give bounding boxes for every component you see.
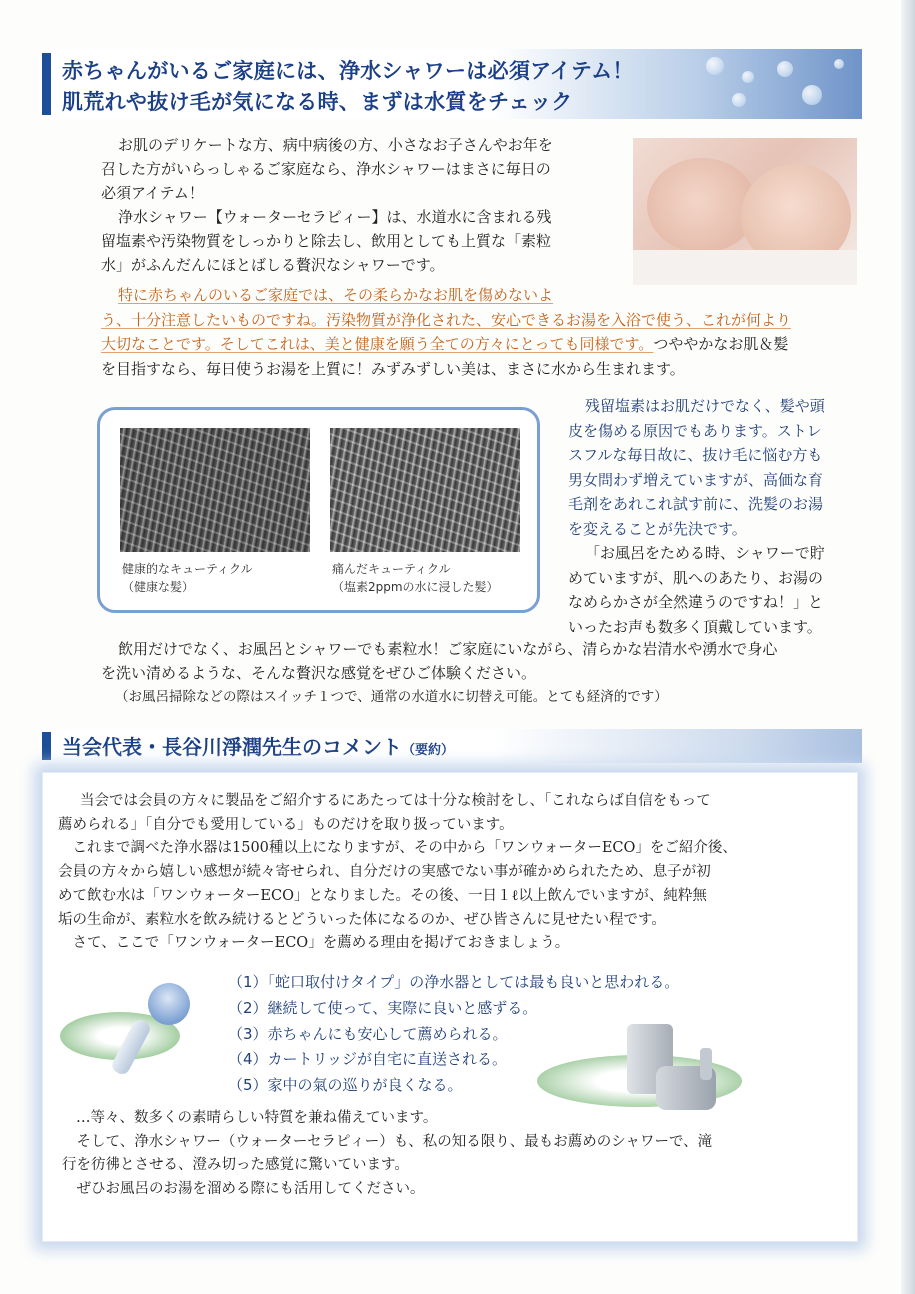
water-bubble-decoration <box>834 59 844 69</box>
damaged-cuticle-image <box>330 428 520 552</box>
text-line: 男女問わず増えていますが、高価な育 <box>568 470 824 489</box>
text-line: 必須アイテム！ <box>101 184 204 202</box>
healthy-cuticle-caption <box>122 560 253 596</box>
accent-bar <box>42 53 51 115</box>
text-line: 薦められる」「自分でも愛用している」ものだけを取り扱っています。 <box>58 816 514 833</box>
headline-line-1: 赤ちゃんがいるご家庭には、浄水シャワーは必須アイテム！ <box>62 59 634 83</box>
text-line <box>118 283 791 308</box>
caption-line: 痛んだキューティクル <box>332 562 451 576</box>
highlight-paragraph <box>101 283 791 381</box>
babies-photo <box>633 138 857 285</box>
reason-item: （3）赤ちゃんにも安心して薦められる。 <box>228 1024 508 1043</box>
text-line: を変えることが先決です。 <box>568 519 747 538</box>
text-line: を洗い清めるような、そんな贅沢な感覚をぜひご体験ください。 <box>101 664 537 682</box>
text-line: 浄水シャワー【ウォーターセラピィー】は、水道水に含まれる残 <box>118 208 552 226</box>
text-line: お肌のデリケートな方、病中病後の方、小さなお子さんやお年を <box>118 136 553 154</box>
healthy-cuticle-image <box>120 428 310 552</box>
text-line: さて、ここで「ワンウォーターECO」を薦める理由を掲げておきましょう。 <box>58 935 570 952</box>
text-line: 当会では会員の方々に製品をご紹介するにあたっては十分な検討をし、「これならば自信をもって <box>80 793 711 809</box>
section-title-text: 当会代表・長谷川淨潤先生のコメント <box>62 735 402 759</box>
text-line: 「お風呂をためる時、シャワーで貯 <box>585 544 825 562</box>
headline-line-2: 肌荒れや抜け毛が気になる時、まずは水質をチェック <box>62 90 573 114</box>
text-line: めて飲む水は「ワンウォーターECO」となりました。その後、一日１ℓ以上飲んでいますが、純粋無 <box>58 887 707 904</box>
reason-item: （2）継続して使って、実際に良いと感ずる。 <box>228 998 538 1017</box>
comment-paragraph-1 <box>58 790 737 956</box>
closing-paragraph <box>101 637 777 709</box>
blanket <box>633 250 857 285</box>
text-line: 留塩素や汚染物質をしっかりと除去し、飲用としても上質な「素粒 <box>101 232 552 250</box>
water-bubble-decoration <box>802 85 822 105</box>
intro-paragraph-1 <box>101 133 553 205</box>
text-line <box>101 332 791 357</box>
text-line <box>101 308 791 333</box>
text-line: いったお声も数多く頂戴しています。 <box>568 617 822 636</box>
text-line: 残留塩素はお肌だけでなく、髪や頭 <box>585 397 825 415</box>
caption-line: 健康的なキューティクル <box>122 562 253 576</box>
text-line: 毛剤をあれこれ試す前に、洗髪のお湯 <box>568 495 824 513</box>
water-bubble-decoration <box>742 71 754 83</box>
highlight-text: 特に赤ちゃんのいるご家庭では、その柔らかなお肌を傷めないよ <box>118 286 554 304</box>
reason-item: （4）カートリッジが自宅に直送される。 <box>228 1050 507 1069</box>
cuticle-comparison-box <box>97 407 540 613</box>
water-bubble-decoration <box>706 57 724 75</box>
highlight-text: 大切なことです。そしてこれは、美と健康を願う全ての方々にとっても同様です。 <box>101 335 654 353</box>
comment-section-banner <box>42 729 862 763</box>
reason-item: （5）家中の氣の巡りが良くなる。 <box>228 1076 463 1095</box>
damaged-cuticle-caption <box>332 560 499 596</box>
accent-bar <box>42 732 51 760</box>
comment-paragraph-2 <box>62 1107 712 1202</box>
baby-face <box>647 158 757 253</box>
page-edge <box>901 0 915 1294</box>
text-line: 水」がふんだんにほとばしる贅沢なシャワーです。 <box>101 256 445 274</box>
text-line: スフルな毎日故に、抜け毛に悩む方も <box>568 446 823 464</box>
headline-banner <box>42 49 862 119</box>
closing-note: （お風呂掃除などの際はスイッチ１つで、通常の水道水に切替え可能。とても経済的です） <box>115 689 668 705</box>
section-subtitle: （要約） <box>402 743 455 758</box>
caption-line: （健康な髪） <box>122 580 195 594</box>
text-line: 飲用だけでなく、お風呂とシャワーでも素粒水！ご家庭にいながら、清らかな岩清水や湧水で身心 <box>118 640 778 658</box>
text-line: 召した方がいらっしゃるご家庭なら、浄水シャワーはまさに毎日の <box>101 160 551 178</box>
text-line: ぜひお風呂のお湯を溜める際にも活用してください。 <box>62 1181 425 1198</box>
text-line: を目指すなら、毎日使うお湯を上質に！みずみずしい美は、まさに水から生まれます。 <box>101 359 685 378</box>
customer-quote <box>568 541 825 639</box>
text-line: …等々、数多くの素晴らしい特質を兼ね備えています。 <box>76 1110 438 1126</box>
section-title <box>62 731 454 760</box>
text-line: 会員の方々から嬉しい感想が続々寄せられ、自分だけの実感でない事が確かめられたため、息子が初 <box>58 864 711 881</box>
water-bubble-decoration <box>777 61 793 77</box>
caption-line: （塩素2ppmの水に浸した髪） <box>332 580 499 594</box>
text-line: これまで調べた浄水器は1500種以上になりますが、その中から「ワンウォーターECO」をご紹介後、 <box>58 840 737 857</box>
water-bubble-decoration <box>732 93 746 107</box>
text-line: 垢の生命が、素粒水を飲み続けるとどういった体になるのか、ぜひ皆さんに見せたい程です。 <box>58 911 666 928</box>
intro-paragraph-2 <box>101 205 552 277</box>
text-line: そして、浄水シャワー（ウォーターセラピィー）も、私の知る限り、最もお薦めのシャワーで、滝 <box>62 1133 713 1150</box>
text-line: めていますが、肌へのあたり、お湯の <box>568 568 824 587</box>
text-tail: つややかなお肌＆髪 <box>653 335 789 353</box>
faucet-arm <box>700 1048 712 1080</box>
chlorine-explanation <box>568 394 825 541</box>
highlight-text: う、十分注意したいものですね。汚染物質が浄化された、安心できるお湯を入浴で使う、これが何より <box>101 310 792 329</box>
text-line: なめらかさが全然違うのですね！」と <box>568 593 824 611</box>
text-line: 皮を傷める原因でもあります。ストレ <box>568 421 822 440</box>
text-line: 行を彷彿とさせる、澄み切った感覚に驚いています。 <box>62 1157 409 1174</box>
reason-item: （1）「蛇口取付けタイプ」の浄水器としては最も良いと思われる。 <box>228 973 680 991</box>
